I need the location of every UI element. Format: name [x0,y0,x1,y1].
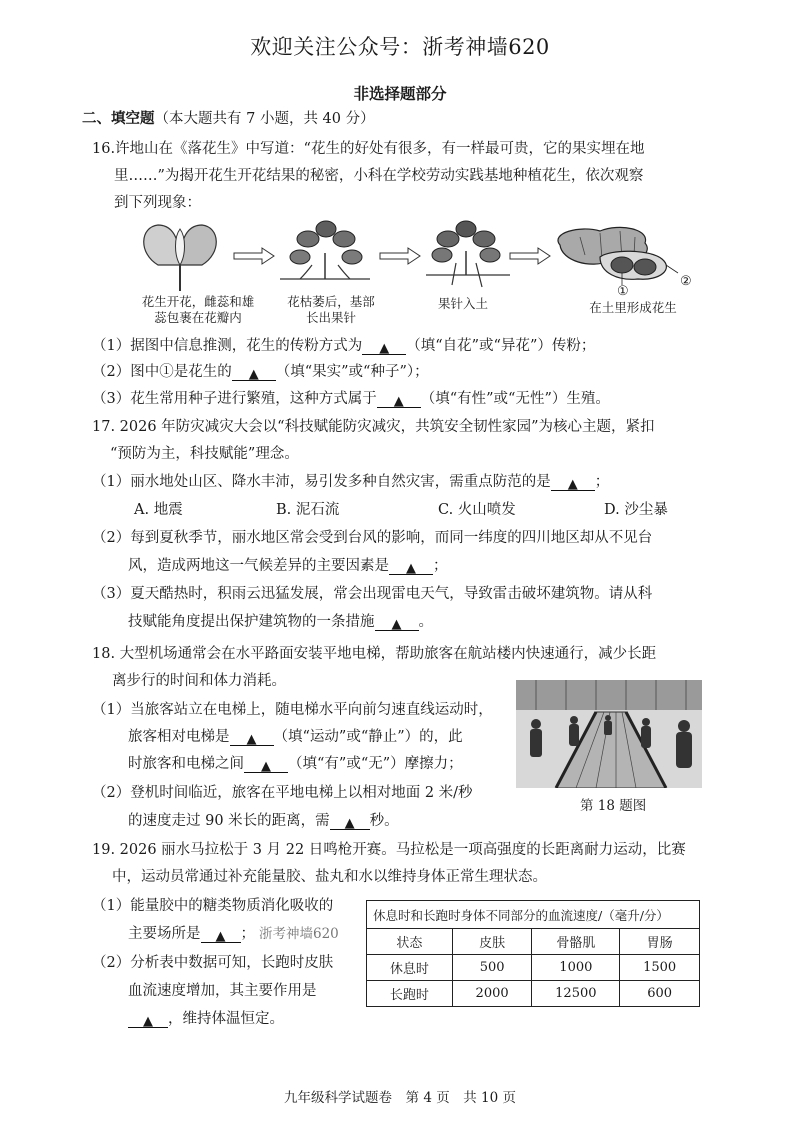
q16-sub3 [92,389,610,409]
table-cell: 长跑时 [367,981,453,1007]
q17-sub3-line2 [128,612,433,632]
caption-line: 长出果针 [305,310,356,325]
peanut-growth-figure [130,215,690,295]
blank-marker: ▲ [393,394,404,409]
q18-sub1-text-end: （填“运动”或“静止”）的，此 [273,729,463,745]
caption-line: 在土里形成花生 [589,300,677,315]
q16-line-1: 16.许地山在《落花生》中写道：“花生的好处有很多，有一样最可贵，它的果实埋在地 [92,141,645,157]
table-cell: 休息时 [367,955,453,981]
q18-sub2-line2 [128,811,399,831]
q17-sub2-line2 [128,556,448,576]
answer-blank[interactable] [330,813,370,830]
q17-sub3-text-end: 。 [418,614,433,630]
q17-option-d: D. 沙尘暴 [604,502,668,518]
blank-marker: ▲ [344,816,355,831]
q17-sub1-text-end: ； [594,474,610,490]
answer-blank[interactable] [244,756,288,773]
q18-sub2-text-end: 秒。 [369,813,399,829]
q19-sub2-text-end: ，维持体温恒定。 [168,1011,284,1027]
answer-blank[interactable] [128,1011,168,1028]
caption-line: 花枯萎后，基部 [287,294,375,309]
blood-flow-table [366,900,700,1007]
figure-caption-soil [418,296,508,312]
blank-marker: ▲ [567,477,578,492]
q19-sub1-line1: （1）能量胶中的糖类物质消化吸收的 [92,898,334,914]
q16-sub2 [92,362,429,382]
table-cell: 600 [620,981,700,1007]
peg-into-soil-illustration [426,221,510,287]
blank-marker: ▲ [379,341,390,356]
answer-blank[interactable] [230,729,274,746]
q18-line-1: 18. 大型机场通常会在水平路面安装平地电梯，帮助旅客在航站楼内快速通行，减少长距 [92,646,657,662]
q19-sub1-line2 [128,924,339,944]
fig-label-2: ② [680,274,692,289]
moving-walkway-figure [516,680,702,788]
q19-sub2-line2: 血流速度增加，其主要作用是 [128,983,317,999]
q17-line-1: 17. 2026 年防灾减灾大会以“科技赋能防灾减灾，共筑安全韧性家园”为核心主题，紧扣 [92,419,655,435]
blank-marker: ▲ [248,367,259,382]
table-caption: 休息时和长跑时身体不同部分的血流速度/（毫升/分） [367,901,700,929]
q19-sub2-line3 [128,1009,284,1029]
table-cell: 1500 [620,955,700,981]
q18-sub1-text: 旅客相对电梯是 [128,729,230,745]
part-heading [82,109,375,129]
table-row [367,981,700,1007]
blank-marker: ▲ [215,929,226,944]
blank-marker: ▲ [261,759,271,774]
q17-option-c: C. 火山喷发 [438,502,516,518]
blank-marker: ▲ [246,732,257,747]
q16-sub2-text: （2）图中①是花生的 [92,364,232,380]
caption-line: 蕊包裹在花瓣内 [154,310,242,325]
caption-line: 花生开花，雌蕊和雄 [141,294,255,309]
table-header-row [367,929,700,955]
caption-line: 果针入土 [437,296,488,311]
q18-sub1-line1: （1）当旅客站立在电梯上，随电梯水平向前匀速直线运动时， [92,702,493,718]
q18-line-2: 离步行的时间和体力消耗。 [112,673,286,689]
answer-blank[interactable] [551,474,595,491]
figure-caption-peanut [568,300,698,316]
q18-sub1-text: 时旅客和电梯之间 [128,756,244,772]
figure-caption-pegs [276,294,386,326]
q16-line-2: 里……”为揭开花生开花结果的秘密，小科在学校劳动实践基地种植花生，依次观察 [114,168,644,184]
table-cell: 1000 [532,955,620,981]
q17-option-a: A. 地震 [134,502,183,518]
watermark-text: 浙考神墙620 [259,926,339,942]
q16-sub2-text-end: （填“果实”或“种子”）； [275,364,429,380]
table-row [367,955,700,981]
answer-blank[interactable] [362,338,406,355]
page-header: 欢迎关注公众号：浙考神墙620 [250,35,550,59]
q17-sub2-text: 风，造成两地这一气候差异的主要因素是 [128,558,389,574]
q17-sub2-line1: （2）每到夏秋季节，丽水地区常会受到台风的影响，而同一纬度的四川地区却从不见台 [92,530,653,546]
answer-blank[interactable] [377,391,421,408]
blank-marker: ▲ [406,561,416,576]
figure-caption-q18: 第 18 题图 [580,798,647,814]
part-heading-label: 二、填空题 [82,111,155,127]
section-title: 非选择题部分 [353,85,447,103]
table-cell: 2000 [452,981,532,1007]
table-cell: 500 [452,955,532,981]
q18-sub1-line2 [128,727,463,747]
page-footer: 九年级科学试题卷 第 4 页 共 10 页 [284,1090,516,1106]
answer-blank[interactable] [389,558,433,575]
q18-sub2-text: 的速度走过 90 米长的距离，需 [128,813,330,829]
answer-blank[interactable] [232,364,276,381]
q17-line-2: “预防为主，科技赋能”理念。 [110,446,299,462]
q16-sub1-text: （1）据图中信息推测，花生的传粉方式为 [92,338,363,354]
q17-sub3-text: 技赋能角度提出保护建筑物的一条措施 [128,614,375,630]
q16-line-3: 到下列现象： [114,195,201,211]
peanut-flower-illustration [144,225,217,291]
peanut-plant-pegs-illustration [280,221,370,279]
peanut-pods-illustration [558,227,678,285]
stage-arrow-icon [234,248,274,264]
q17-sub1-text: （1）丽水地处山区、降水丰沛，易引发多种自然灾害，需重点防范的是 [92,474,551,490]
figure-caption-flower [128,294,268,326]
q16-sub3-text: （3）花生常用种子进行繁殖，这种方式属于 [92,391,377,407]
fig-label-1: ① [617,284,629,299]
table-header: 骨骼肌 [532,929,620,955]
answer-blank[interactable] [375,614,419,631]
table-header: 胃肠 [620,929,700,955]
blank-marker: ▲ [143,1014,153,1029]
q18-sub2-line1: （2）登机时间临近，旅客在平地电梯上以相对地面 2 米/秒 [92,785,473,801]
q17-sub1 [92,472,609,492]
stage-arrow-icon [510,248,550,264]
part-heading-note: （本大题共有 7 小题，共 40 分） [154,111,375,127]
q17-sub3-line1: （3）夏天酷热时，积雨云迅猛发展，常会出现雷电天气，导致雷击破坏建筑物。请从科 [92,586,653,602]
table-header: 皮肤 [452,929,532,955]
table-cell: 12500 [532,981,620,1007]
blank-marker: ▲ [391,617,402,632]
q19-sub1-text-end: ； [240,926,255,942]
q19-line-1: 19. 2026 丽水马拉松于 3 月 22 日鸣枪开赛。马拉松是一项高强度的长距离耐力运动，比赛 [92,842,686,858]
q18-sub1-line3 [128,754,463,774]
q19-sub2-line1: （2）分析表中数据可知，长跑时皮肤 [92,955,334,971]
q19-sub1-text: 主要场所是 [128,926,201,942]
q16-sub1-text-end: （填“自花”或“异花”）传粉； [406,338,596,354]
q18-sub1-text-end: （填“有”或“无”）摩擦力； [288,756,463,772]
q19-line-2: 中，运动员常通过补充能量胶、盐丸和水以维持身体正常生理状态。 [112,869,547,885]
q16-sub1 [92,336,595,356]
q16-sub3-text-end: （填“有性”或“无性”）生殖。 [420,391,610,407]
table-header: 状态 [367,929,453,955]
q17-sub2-text-end: ； [433,558,448,574]
q17-option-b: B. 泥石流 [276,502,340,518]
answer-blank[interactable] [201,926,241,943]
stage-arrow-icon [380,248,420,264]
